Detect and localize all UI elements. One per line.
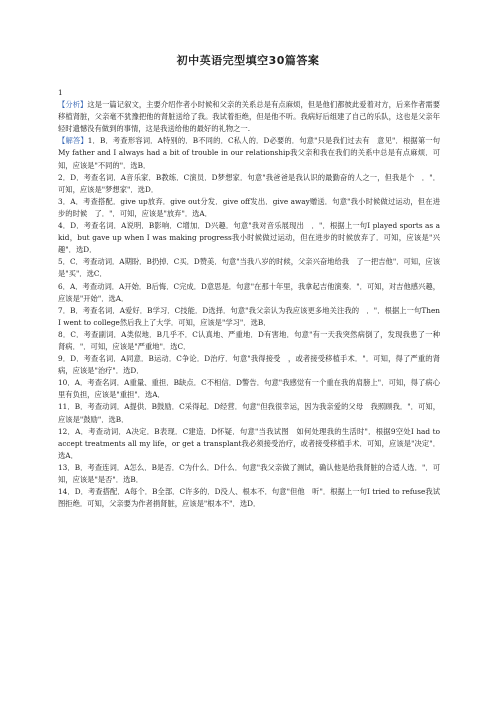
analysis-text: 这是一篇记叙文，主要介绍作者小时候和父亲的关系总是有点麻烦，但是他们都彼此爱着对方，后来作者需要移植肾脏，父亲毫不犹豫把他的肾脏送给了我。我试着拒绝，但是他不听。我病好后组建了自己的乐队，这也是父亲年轻时遗憾没有做到的事情，这是我送给他的最好的礼物之一. xyxy=(58,100,440,134)
answer-item: 13．B．考查连词．A怎么．B是否．C为什么．D什么．句意"我父亲做了测试，确认他是给我肾脏的合适人选．"．可知，应该是"是否"．选B． xyxy=(58,462,440,484)
answer-item: 9．D．考查名词．A同意．B运动．C争论．D治疗．句意"我得接受 ，或者接受移植手术．"．可知，得了严重的肾病，应该是"治疗"．选D． xyxy=(58,354,440,376)
section-number: 1 xyxy=(58,88,63,97)
answer-item: 11．B．考查动词．A提供．B鼓励．C采得起．D经营．句意"但我很幸运，因为我亲爱的父母 我照顾我．"．可知，应该是"鼓励"．选B． xyxy=(58,402,440,424)
answer-item: 1．B．考查形容词．A特别的．B不同的．C私人的．D必要的．句意"只是我们过去有 意见"．根据第一句My father and I always had a bit of trouble in our relationship我父亲和我在我们的关系中总是有点麻烦．可知，应该是"不同的"．选B． xyxy=(58,136,441,170)
document-body xyxy=(58,87,448,510)
answer-paragraph xyxy=(58,135,440,171)
answer-item: 10．A．考查名词．A重量、重担．B缺点．C不相信．D警告．句意"我感觉有一个重在我的肩膀上"．可知，得了病心里有负担，应该是"重担"．选A． xyxy=(58,378,440,400)
analysis-tag: 【分析】 xyxy=(58,100,88,110)
answer-tag: 【解答】 xyxy=(58,136,88,146)
document-title: 初中英语完型填空30篇答案 xyxy=(176,54,320,67)
answer-item: 6．A．考查动词．A开始．B后悔．C完成．D意思是．句意"在那十年里，我拿起吉他演奏．"．可知，对吉他感兴趣，应该是"开始"．选A． xyxy=(58,281,440,303)
answer-item: 7．B．考查名词．A爱好．B学习．C技能．D选择．句意"我父亲认为我应该更多地关注我的 ．"．根据上一句Then I went to college然后我上了大学．可知，应该是"学习"．选B． xyxy=(58,305,440,327)
answer-item: 14．D．考查搭配．A每个．B全部．C许多的．D没人、根本不．句意"但他 听"．根据上一句I tried to refuse我试图拒绝．可知，父亲要为作者捐肾脏，应该是"根本不"．选D． xyxy=(58,487,440,509)
analysis-paragraph xyxy=(58,99,440,135)
answer-item: 5．C．考查动词．A期盼．B扔掉．C买．D赞美．句意"当我八岁的时候，父亲兴奋地给我 了一把吉他"．可知，应该是"买"．选C． xyxy=(58,257,440,279)
answer-item: 2．D．考查名词．A音乐家．B教练．C演员．D梦想家．句意"我爸爸是我认识的最勤奋的人之一，但我是个 ．"．可知，应该是"梦想家"．选D． xyxy=(58,172,440,194)
answer-item: 4．D．考查名词．A说明．B影响．C增加．D兴趣．句意"我对音乐展现出 ．"．根据上一句I played sports as a kid，but gave up when I was making progress我小时候做过运动，但在进步的时候放弃了．可知，应该是"兴趣"．选D． xyxy=(58,221,440,255)
answer-item: 8．C．考查副词．A类似地．B几乎不．C认真地、严重地．D有害地．句意"有一天我突然病倒了，发现我患了一种 肾病．"．可知，应该是"严重地"．选C． xyxy=(58,329,448,351)
answer-item: 3．A．考查搭配．give up放弃．give out分发．give off发出．give away赠送．句意"我小时候做过运动，但在进步的时候 了．"．可知，应该是"放弃"．选A． xyxy=(58,196,440,218)
answer-item: 12．A．考查动词．A决定．B表现．C建造．D怀疑．句意"当我试图 如何处理我的生活时"．根据9空处I had to accept treatments all my life，or get a transplant我必须接受治疗，或者接受移植手术．可知，应该是"决定"．选A． xyxy=(58,426,440,460)
